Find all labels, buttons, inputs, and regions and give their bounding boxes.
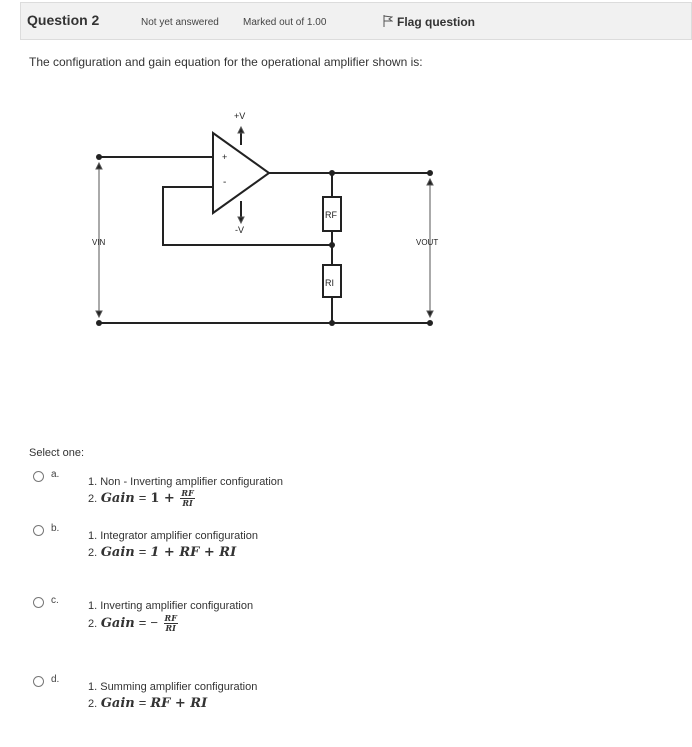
question-grade: Marked out of 1.00 — [243, 17, 327, 28]
select-one-label: Select one: — [29, 447, 85, 459]
radio-option-d[interactable] — [33, 676, 44, 687]
option-letter: b. — [51, 523, 60, 534]
ri-label: RI — [325, 278, 334, 288]
option-gain-equation: 2. Gain = RF + RI — [88, 695, 208, 711]
question-info-bar — [20, 2, 692, 40]
option-config-text: 1. Summing amplifier configuration — [88, 681, 258, 693]
question-text: The configuration and gain equation for the operational amplifier shown is: — [29, 55, 423, 69]
option-letter: d. — [51, 674, 60, 685]
radio-option-a[interactable] — [33, 471, 44, 482]
radio-option-b[interactable] — [33, 525, 44, 536]
vminus-label: -V — [235, 225, 244, 235]
option-gain-equation: 2. Gain = 1 + RF + RI — [88, 544, 237, 560]
option-letter: c. — [51, 595, 59, 606]
op-amp-circuit-diagram — [86, 105, 446, 335]
vplus-label: +V — [234, 111, 246, 121]
question-number: Question 2 — [27, 12, 100, 28]
flag-question-button[interactable] — [383, 15, 475, 29]
flag-question-label: Flag question — [397, 15, 475, 29]
option-config-text: 1. Non - Inverting amplifier configuration — [88, 476, 284, 488]
option-gain-equation: 2. Gain = 1 + $\frac{RF}{RI}$ — [88, 488, 194, 508]
radio-option-c[interactable] — [33, 597, 44, 608]
question-state: Not yet answered — [141, 17, 219, 28]
option-gain-equation: 2. Gain = − $\frac{RF}{RI}$ — [88, 613, 177, 633]
vout-label: VOUT — [416, 238, 439, 247]
rf-label: RF — [325, 210, 337, 220]
vin-label: VIN — [92, 238, 106, 247]
option-config-text: 1. Inverting amplifier configuration — [88, 600, 254, 612]
plus-input-label: + — [222, 152, 228, 162]
option-config-text: 1. Integrator amplifier configuration — [88, 530, 258, 542]
minus-input-label: - — [223, 177, 227, 188]
option-letter: a. — [51, 469, 60, 480]
flag-icon — [383, 15, 393, 27]
